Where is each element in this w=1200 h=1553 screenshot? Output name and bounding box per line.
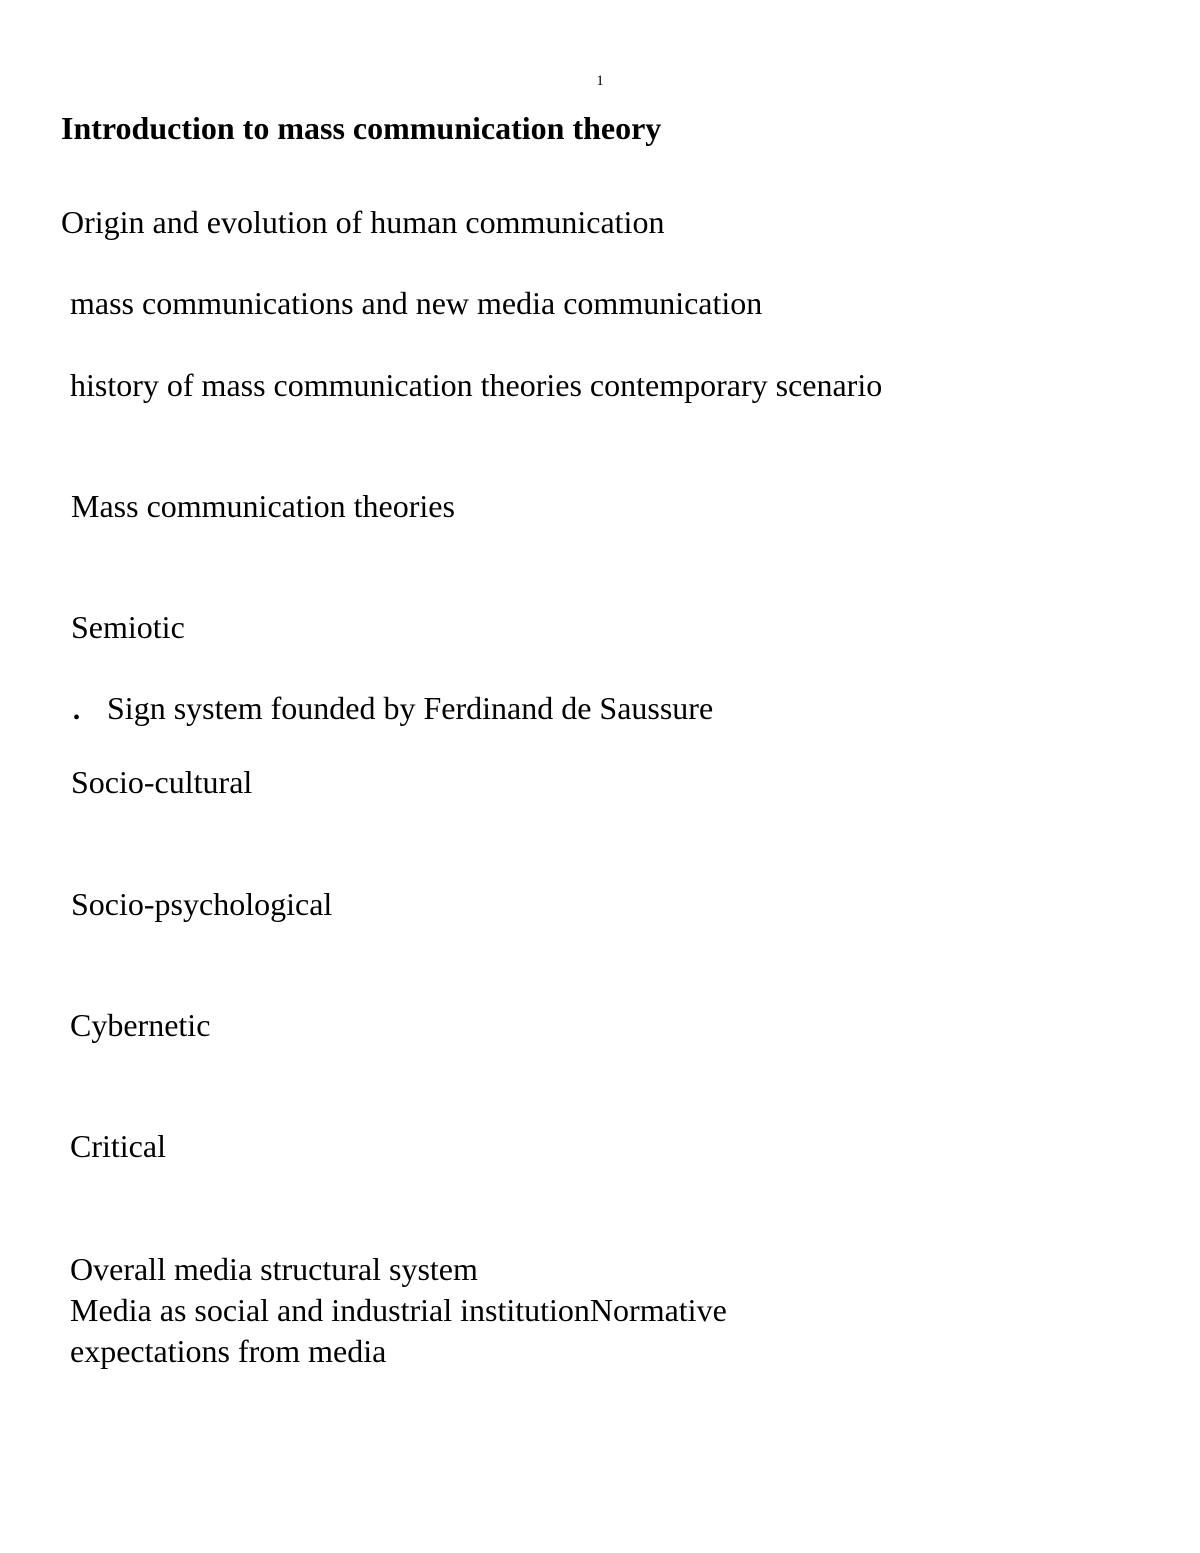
closing-line-institution: Media as social and industrial institutionNormative <box>70 1292 727 1328</box>
semiotic-bullet-text: Sign system founded by Ferdinand de Saussure <box>107 690 714 726</box>
page-number: 1 <box>596 73 604 89</box>
tradition-socio-cultural: Socio-cultural <box>71 764 253 800</box>
closing-line-structural: Overall media structural system <box>70 1251 478 1287</box>
tradition-semiotic: Semiotic <box>71 609 185 645</box>
intro-line-history: history of mass communication theories contemporary scenario <box>70 367 883 403</box>
tradition-critical: Critical <box>70 1128 166 1164</box>
intro-line-mass-new-media: mass communications and new media communication <box>70 285 763 321</box>
tradition-cybernetic: Cybernetic <box>70 1007 211 1043</box>
closing-line-expectations: expectations from media <box>70 1333 387 1369</box>
section-heading-theories: Mass communication theories <box>71 488 455 524</box>
intro-line-origin: Origin and evolution of human communication <box>61 204 665 240</box>
tradition-socio-psychological: Socio-psychological <box>71 886 333 922</box>
document-title: Introduction to mass communication theory <box>61 110 662 146</box>
bullet-icon: • <box>73 707 81 729</box>
